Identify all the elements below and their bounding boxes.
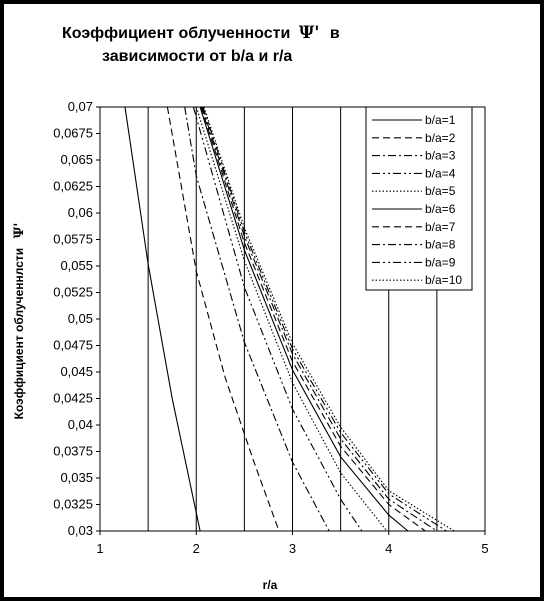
chart-svg [4,4,540,597]
y-tick-label: 0,0625 [53,178,93,194]
chart-title-suffix: в [329,25,340,42]
legend-label: b/a=4 [425,166,456,181]
y-tick-label: 0,04 [67,417,93,432]
series-line-1 [125,107,200,531]
y-axis-ticks [53,99,100,538]
legend-label: b/a=7 [425,219,456,234]
y-tick-label: 0,0575 [53,231,93,247]
x-tick-label: 4 [385,541,393,556]
y-tick-label: 0,05 [67,311,93,326]
y-axis-title-text: Коэффициент облученнлсти [12,247,26,420]
chart-frame [4,4,540,597]
legend-label: b/a=10 [425,273,463,288]
x-tick-label: 2 [192,541,200,556]
legend-label: b/a=6 [425,202,456,216]
x-tick-label: 3 [288,541,297,556]
x-tick-label: 1 [96,541,104,556]
legend-label: b/a=3 [425,148,456,163]
y-tick-label: 0,07 [67,99,93,114]
y-tick-label: 0,0675 [53,125,93,141]
legend-label: b/a=9 [425,255,456,270]
x-axis-ticks [96,531,488,556]
chart-title-line2: зависимости от b/a и r/a [102,48,293,65]
y-tick-label: 0,0425 [53,390,93,406]
y-tick-label: 0,0475 [53,337,93,353]
y-tick-label: 0,065 [60,152,93,167]
y-tick-label: 0,03 [67,523,93,538]
y-tick-label: 0,055 [60,258,93,273]
y-tick-label: 0,06 [67,205,93,220]
x-axis-title: r/a [262,578,278,592]
legend [366,107,472,290]
legend-label: b/a=8 [425,237,456,252]
y-tick-label: 0,045 [60,364,93,379]
chart-title-text: Коэффициент облученности [62,25,291,42]
legend-label: b/a=1 [425,113,456,127]
y-axis-title-symbol: Ψ' [12,222,27,239]
y-axis-title [12,223,27,420]
legend-label: b/a=2 [425,130,456,145]
chart-title-line1 [62,23,340,43]
y-tick-label: 0,035 [60,470,93,485]
series-line-4 [193,107,361,531]
y-tick-label: 0,0525 [53,284,93,300]
svg-text:Коэффициент облученнлсти [12,223,27,420]
x-tick-label: 5 [481,541,489,556]
y-tick-label: 0,0375 [53,443,93,459]
y-tick-label: 0,0325 [53,496,93,512]
chart-title-symbol: Ψ' [298,23,320,43]
legend-label: b/a=5 [425,184,456,199]
